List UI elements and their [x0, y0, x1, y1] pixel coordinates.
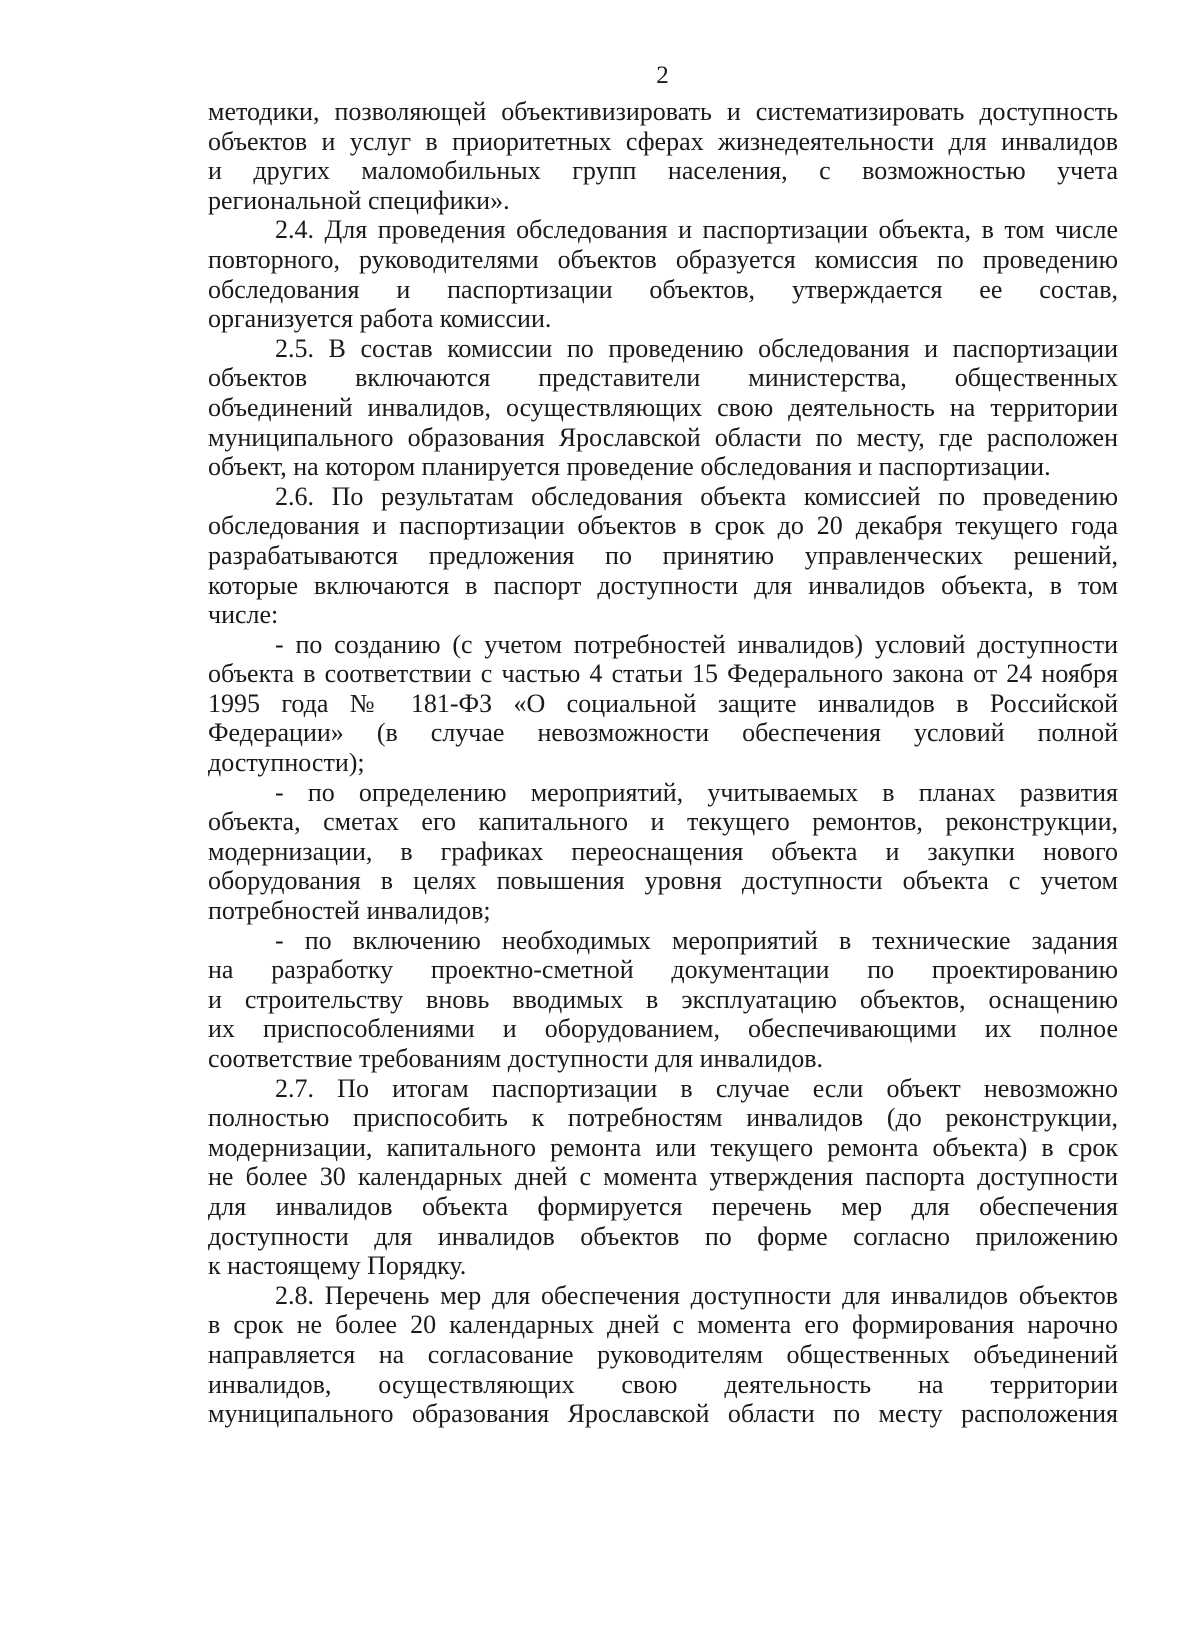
text-line: направляется на согласование руководителям общественных объединений [208, 1339, 1118, 1369]
text-line: объектов и услуг в приоритетных сферах жизнедеятельности для инвалидов [208, 126, 1118, 156]
paragraph-p2_8 [208, 1281, 1118, 1429]
text-line: повторного, руководителями объектов образуется комиссия по проведению [208, 244, 1118, 274]
text-line: соответствие требованиям доступности для инвалидов. [208, 1044, 824, 1073]
paragraph-p2_6_c [208, 926, 1118, 1074]
text-line: инвалидов, осуществляющих свою деятельность на территории [208, 1369, 1118, 1399]
paragraph-p2_6_a [208, 630, 1118, 778]
text-line: и других маломобильных групп населения, с возможностью учета [208, 156, 1118, 186]
text-line: разрабатываются предложения по принятию управленческих решений, [208, 540, 1118, 570]
text-line: 2.6. По результатам обследования объекта комиссией по проведению [275, 481, 1118, 511]
text-line: обследования и паспортизации объектов, утверждается ее состав, [208, 274, 1118, 304]
text-line: числе: [208, 600, 279, 630]
text-line: 2.4. Для проведения обследования и паспортизации объекта, в том числе [275, 215, 1118, 245]
paragraph-p2_4 [208, 215, 1118, 333]
text-line: потребностей инвалидов; [208, 896, 491, 926]
text-line: их приспособлениями и оборудованием, обеспечивающими их полное [208, 1014, 1118, 1044]
paragraph-p2_5 [208, 334, 1118, 482]
text-line: не более 30 календарных дней с момента утверждения паспорта доступности [208, 1162, 1118, 1192]
text-line: для инвалидов объекта формируется перечень мер для обеспечения [208, 1191, 1118, 1221]
text-line: доступности для инвалидов объектов по форме согласно приложению [208, 1221, 1118, 1251]
text-line: модернизации, в графиках переоснащения объекта и закупки нового [208, 836, 1118, 866]
text-line: - по созданию (с учетом потребностей инвалидов) условий доступности [275, 629, 1118, 659]
text-line: объект, на котором планируется проведение обследования и паспортизации. [208, 452, 1051, 482]
text-line: Федерации» (в случае невозможности обеспечения условий полной [208, 718, 1118, 748]
text-line: муниципального образования Ярославской области по месту расположения [208, 1399, 1118, 1429]
page-number: 2 [656, 62, 669, 89]
text-line: организуется работа комиссии. [208, 304, 552, 334]
text-line: региональной специфики». [208, 185, 510, 215]
paragraph-p0 [208, 97, 1118, 215]
text-line: муниципального образования Ярославской области по месту, где расположен [208, 422, 1118, 452]
text-line: объекта, сметах его капитального и текущего ремонтов, реконструкции, [208, 807, 1118, 837]
paragraph-p2_6_b [208, 778, 1118, 926]
text-line: объединений инвалидов, осуществляющих свою деятельность на территории [208, 392, 1118, 422]
text-line: и строительству вновь вводимых в эксплуатацию объектов, оснащению [208, 984, 1118, 1014]
text-line: объекта в соответствии с частью 4 статьи 15 Федерального закона от 24 ноября [208, 659, 1118, 689]
text-line: в срок не более 20 календарных дней с момента его формирования нарочно [208, 1310, 1118, 1340]
text-line: к настоящему Порядку. [208, 1251, 467, 1281]
document-body [208, 97, 1118, 1429]
text-line: модернизации, капитального ремонта или текущего ремонта объекта) в срок [208, 1132, 1118, 1162]
text-line: - по включению необходимых мероприятий в технические задания [275, 925, 1118, 955]
paragraph-p2_6 [208, 482, 1118, 630]
text-line: 2.7. По итогам паспортизации в случае если объект невозможно [275, 1073, 1118, 1103]
text-line: которые включаются в паспорт доступности для инвалидов объекта, в том [208, 570, 1118, 600]
text-line: доступности); [208, 748, 365, 778]
text-line: 2.8. Перечень мер для обеспечения доступности для инвалидов объектов [275, 1280, 1118, 1310]
text-line: оборудования в целях повышения уровня доступности объекта с учетом [208, 866, 1118, 896]
text-line: 2.5. В состав комиссии по проведению обследования и паспортизации [275, 333, 1118, 363]
text-line: - по определению мероприятий, учитываемых в планах развития [275, 777, 1118, 807]
text-line: полностью приспособить к потребностям инвалидов (до реконструкции, [208, 1103, 1118, 1133]
text-line: методики, позволяющей объективизировать и систематизировать доступность [208, 97, 1118, 126]
text-line: 1995 года № 181-ФЗ «О социальной защите инвалидов в Российской [208, 688, 1118, 718]
text-line: обследования и паспортизации объектов в срок до 20 декабря текущего года [208, 511, 1118, 541]
text-line: объектов включаются представители министерства, общественных [208, 363, 1118, 393]
paragraph-p2_7 [208, 1074, 1118, 1281]
text-line: на разработку проектно-сметной документации по проектированию [208, 955, 1118, 985]
